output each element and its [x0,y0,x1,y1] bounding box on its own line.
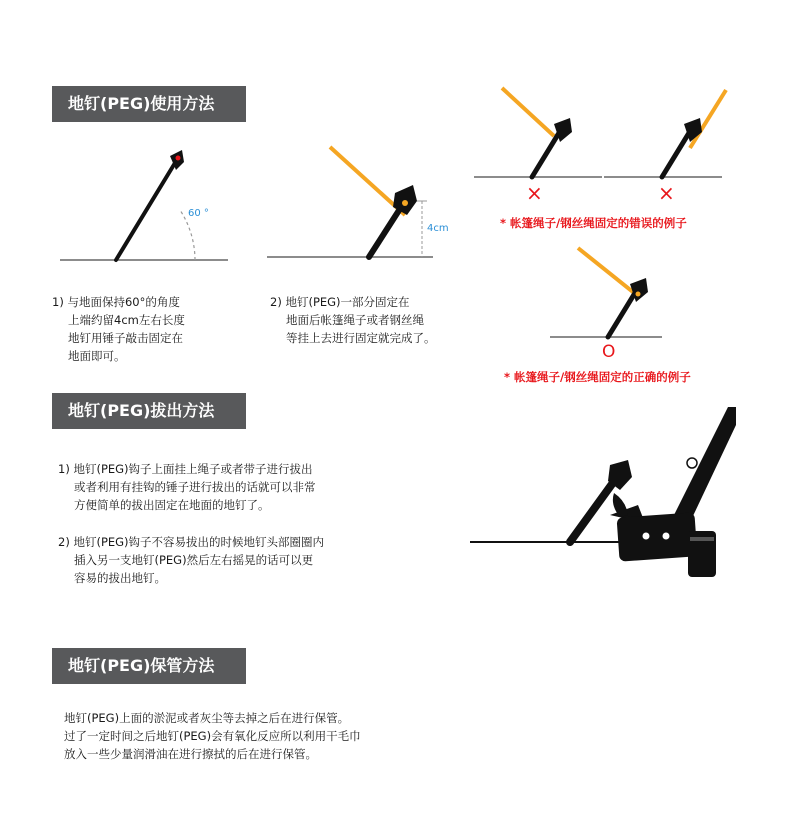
wrong-example-diagram-2 [604,86,734,206]
storage-text-line: 过了一定时间之后地钉(PEG)会有氧化反应所以利用干毛巾 [64,729,361,743]
usage-step-2-line: 地面后帐篷绳子或者钢丝绳 [286,313,424,327]
removal-step-2-line: 容易的拔出地钉。 [74,571,166,585]
right-example-diagram [550,246,680,362]
removal-step-1 [58,460,316,514]
usage-step-1 [52,293,185,365]
usage-step-2-line: 等挂上去进行固定就完成了。 [286,331,436,345]
wrong-example-caption: * 帐篷绳子/钢丝绳固定的错误的例子 [500,216,687,230]
removal-step-2 [58,533,324,587]
hammer-removal-illustration [470,405,770,585]
removal-step-2-line: 插入另一支地钉(PEG)然后左右摇晃的话可以更 [74,553,314,567]
usage-step-1-line: 地面即可。 [68,349,126,363]
right-example-caption: * 帐篷绳子/钢丝绳固定的正确的例子 [504,370,691,384]
usage-step-1-line: 1) 与地面保持60°的角度 [52,295,180,309]
wrong-mark: × [526,181,543,205]
wrong-example-diagram-1 [474,86,604,206]
peg-rope-diagram [265,145,465,265]
storage-text-line: 放入一些少量润滑油在进行擦拭的后在进行保管。 [64,747,317,761]
removal-section-title: 地钉(PEG)拔出方法 [52,393,246,429]
right-mark: O [602,342,616,362]
removal-step-1-line: 方便简单的拔出固定在地面的地钉了。 [74,498,270,512]
storage-text-line: 地钉(PEG)上面的淤泥或者灰尘等去掉之后在进行保管。 [64,711,350,725]
usage-step-2-line: 2) 地钉(PEG)一部分固定在 [270,295,410,309]
usage-step-1-line: 地钉用锤子敲击固定在 [68,331,183,345]
storage-text [64,709,361,763]
usage-section-title: 地钉(PEG)使用方法 [52,86,246,122]
usage-step-1-line: 上端约留4cm左右长度 [68,313,185,327]
usage-step-2 [270,293,436,347]
removal-step-1-line: 1) 地钉(PEG)钩子上面挂上绳子或者带子进行拔出 [58,462,313,476]
wrong-mark: × [658,181,675,205]
storage-section-title: 地钉(PEG)保管方法 [52,648,246,684]
removal-step-1-line: 或者利用有挂钩的锤子进行拔出的话就可以非常 [74,480,316,494]
peg-angle-diagram [60,148,230,263]
angle-label: 60 ° [188,208,209,219]
height-label: 4cm [427,223,449,234]
removal-step-2-line: 2) 地钉(PEG)钩子不容易拔出的时候地钉头部圈圈内 [58,535,325,549]
